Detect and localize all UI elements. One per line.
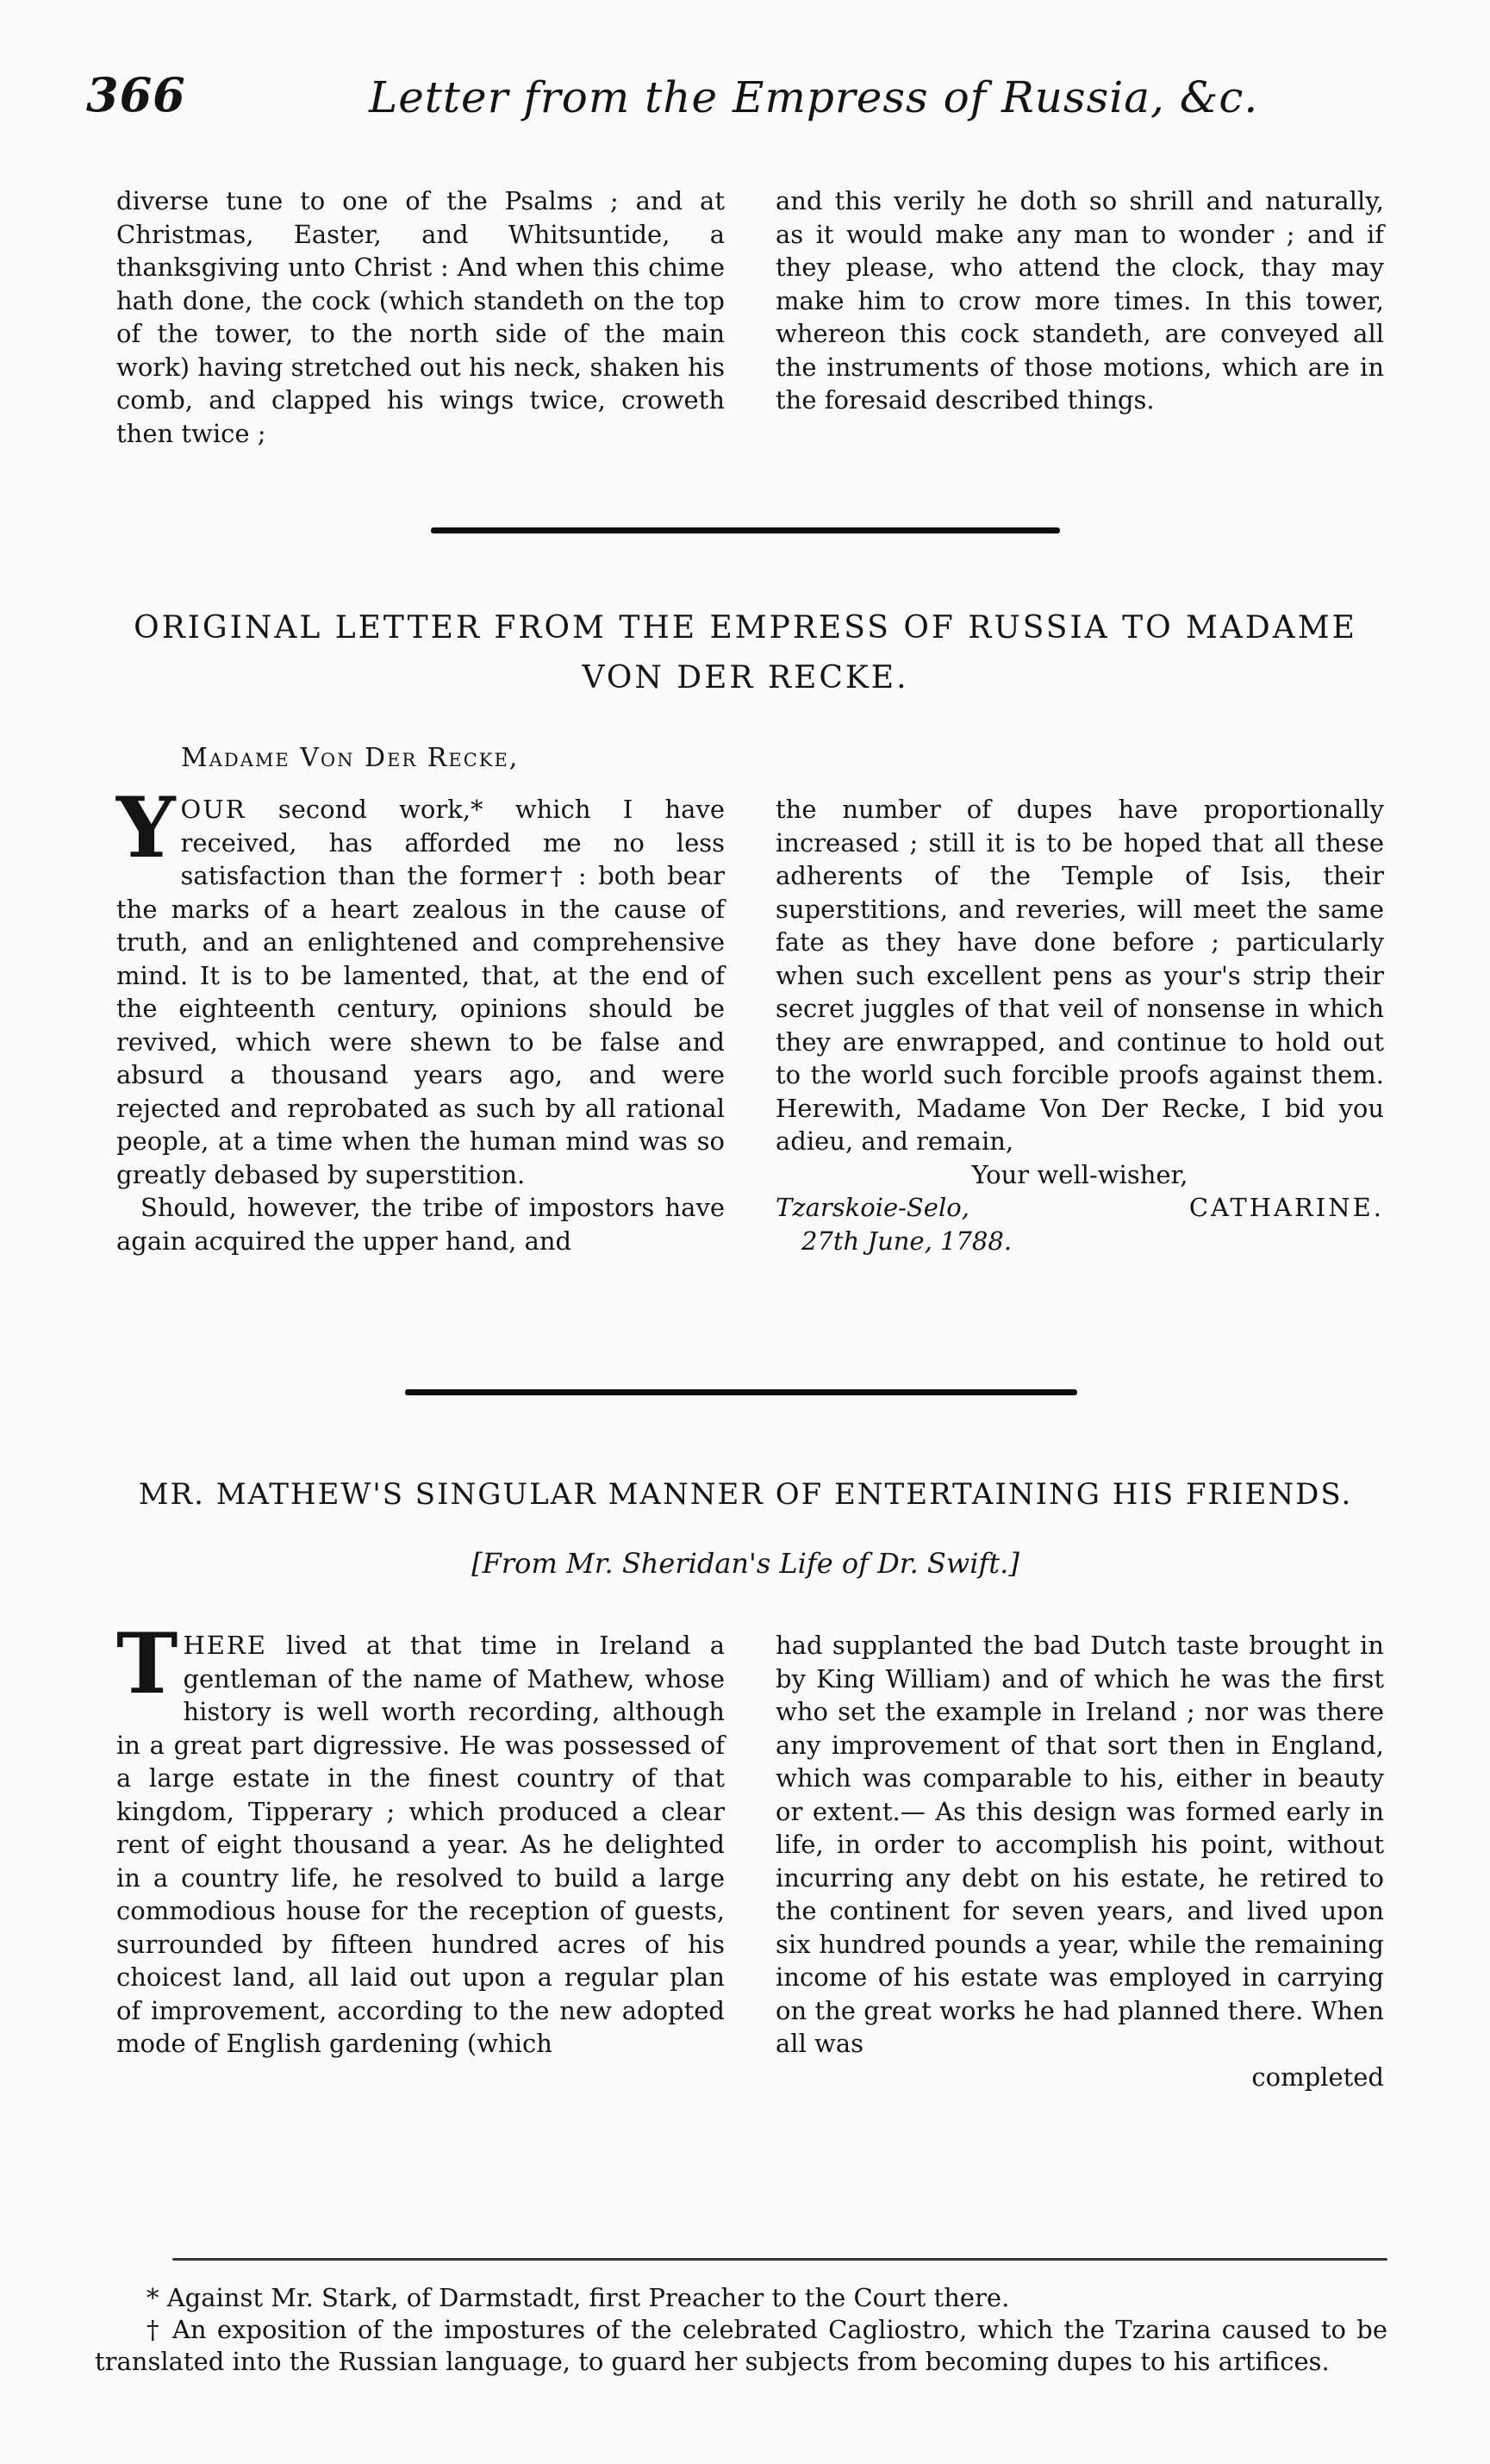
catchword: completed [1251,2062,1384,2092]
article-right-column [776,1629,1384,2198]
letter-date: 27th June, 1788. [801,1226,1013,1256]
letter-paragraph-3: the number of dupes have proportionally increased ; still it is to be hoped that all these adherents of the Temple of Isis, their superstitions, and reveries, will meet the same fate as they have done before ; particularly when such excellent pens as your's strip their secret juggles of that veil of nonsense in which they are enwrapped, and continue to hold out to the world such forcible proofs against them. Herewith, Madame Von Der Recke, I bid you adieu, and remain, [776,795,1384,1156]
article-dropcap: T [116,1615,178,1712]
letter-heading-line-2: VON DER RECKE. [582,660,909,696]
section-divider [431,527,1060,533]
running-title: Letter from the Empress of Russia, &c. [369,72,1259,122]
article-source: [From Mr. Sheridan's Life of Dr. Swift.] [471,1547,1019,1580]
letter-heading [103,603,1387,703]
letter-right-column [776,793,1384,1327]
article-paragraph-left: lived at that time in Ireland a gentleman of the name of Mathew, whose history is well worth recording, although in a great part digressive. He was possessed of a large estate in the finest country of that kingdom, Tipperary ; which produced a clear rent of eight thousand a year. As he delighted in a country life, he resolved to build a large commodious house for the reception of guests, surrounded by fifteen hundred acres of his choicest land, all laid out upon a regular plan of improvement, according to the new adopted mode of English gardening (which [116,1631,725,2058]
article-lead-word: HERE [183,1631,267,1660]
article-left-column [116,1615,725,2163]
section-divider [405,1389,1077,1395]
letter-lead-word: OUR [180,795,246,824]
page-number: 366 [86,67,186,122]
letter-place: Tzarskoie-Selo, [776,1193,969,1222]
continuation-right-text: and this verily he doth so shrill and naturally, as it would make any man to wonder ; and if they please, who attend the clock, thay may make him to crow more times. In this tower, whereon this cock standeth, are conveyed all the instruments of those motions, which are in the foresaid described things. [776,186,1384,415]
running-head [86,67,1396,153]
letter-paragraph-1: second work,* which I have received, has afforded me no less satisfaction than the former† : both bear the marks of a heart zealous in the cause of truth, and an enlightened and comprehensive mind. It is to be lamented, that, at the end of the eighteenth century, opinions should be revived, which were shewn to be false and absurd a thousand years ago, and were rejected and reprobated as such by all rational people, at a time when the human mind was so greatly debased by superstition. [116,795,725,1189]
continuation-left-column [116,184,725,460]
letter-heading-line-1: ORIGINAL LETTER FROM THE EMPRESS OF RUSSIA TO MADAME [134,610,1357,646]
letter-signature: CATHARINE. [1188,1193,1384,1222]
footnote-1: * Against Mr. Stark, of Darmstadt, first Preacher to the Court there. [147,2283,1010,2312]
footnotes [95,2282,1387,2378]
footnote-divider [172,2258,1387,2261]
article-heading: MR. MATHEW'S SINGULAR MANNER OF ENTERTAINING HIS FRIENDS. [138,1477,1353,1512]
letter-signature-line [776,1191,1384,1225]
letter-salutation: Madame Von Der Recke, [181,743,520,773]
letter-left-column [116,779,725,1327]
continuation-left-text: diverse tune to one of the Psalms ; and at Christmas, Easter, and Whitsuntide, a thanksgiving unto Christ : And when this chime hath done, the cock (which standeth on the top of the tower, to the north side of the main work) having stretched out his neck, shaken his comb, and clapped his wings twice, croweth then twice ; [116,186,725,448]
letter-dropcap: Y [116,779,176,876]
continuation-right-column [776,184,1384,460]
letter-paragraph-2: Should, however, the tribe of impostors have again acquired the upper hand, and [116,1193,725,1256]
letter-closing: Your well-wisher, [971,1159,1188,1189]
article-paragraph-right: had supplanted the bad Dutch taste brought in by King William) and of which he was the first who set the example in Ireland ; nor was there any improvement of that sort then in England, which was comparable to his, either in beauty or extent.— As this design was formed early in life, in order to accomplish his point, without incurring any debt on his estate, he retired to the continent for seven years, and lived upon six hundred pounds a year, while the remaining income of his estate was employed in carrying on the great works he had planned there. When all was [776,1631,1384,2058]
footnote-2: † An exposition of the impostures of the celebrated Cagliostro, which the Tzarina caused to be translated into the Russian language, to guard her subjects from becoming dupes to his artifices. [95,2315,1387,2376]
